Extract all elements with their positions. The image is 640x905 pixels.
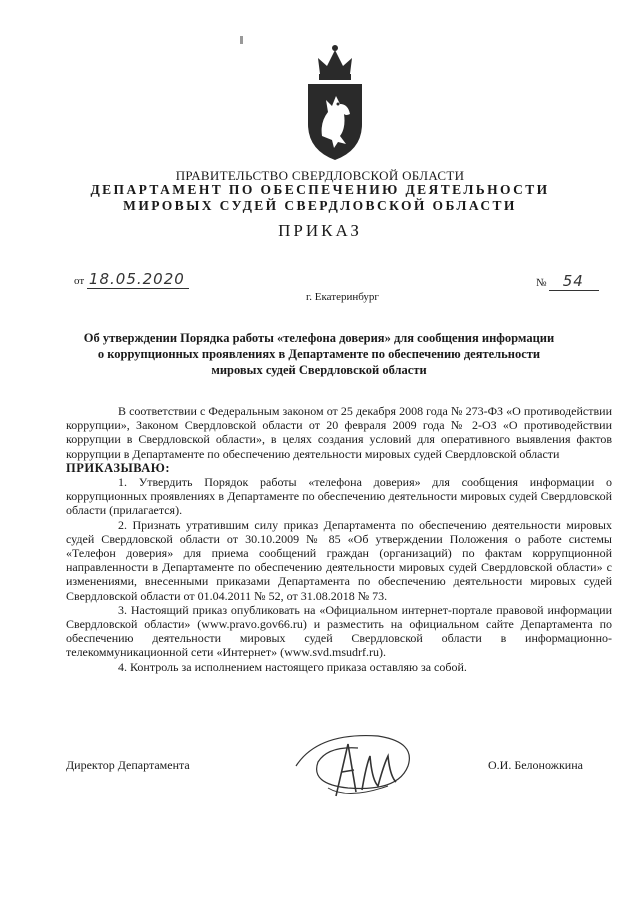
document-body — [66, 404, 612, 674]
number-handwritten: 54 — [562, 272, 584, 290]
order-item-3: 3. Настоящий приказ опубликовать на «Официальном интернет-портале правовой информации Свердловской области» (www.pravo.gov66.ru) и разместить на официальном сайте Департамента по обеспечению деятельности мировых судей Свердловской области в информационно-телекоммуникационной сети «Интернет» (www.svd.msudrf.ru). — [66, 602, 612, 660]
handwritten-signature — [288, 726, 422, 810]
document-number — [536, 272, 599, 291]
order-item-1: 1. Утвердить Порядок работы «телефона доверия» для сообщения информации о коррупционных проявлениях в Департаменте по обеспечению деятельности мировых судей Свердловской области (прилагается). — [66, 475, 612, 518]
title-line2: о коррупционных проявлениях в Департаменте по обеспечению деятельности — [97, 347, 541, 361]
document-city: г. Екатеринбург — [306, 291, 379, 303]
title-line3: мировых судей Свердловской области — [211, 363, 427, 377]
order-word: ПРИКАЗЫВАЮ: — [66, 460, 171, 475]
document-type: ПРИКАЗ — [278, 221, 362, 240]
coat-of-arms-emblem — [300, 44, 370, 162]
order-item-2: 2. Признать утратившим силу приказ Департамента по обеспечению деятельности мировых судей Свердловской области от 30.10.2009 № 85 «Об утверждении Положения о работе системы «Телефон доверия» для приема сообщений граждан (организаций) по фактам коррупционной направленности в Департаменте по обеспечению деятельности мировых судей Свердловской области» с изменениями, внесенными приказами Департамента по обеспечению деятельности мировых судей Свердловской области от 01.04.2011 № 52, от 31.08.2018 № 73. — [66, 517, 612, 603]
date-prefix: от — [74, 275, 85, 287]
number-prefix: № — [536, 277, 547, 289]
date-handwritten: 18.05.2020 — [88, 270, 185, 288]
scan-speck — [240, 36, 243, 44]
document-title — [80, 330, 558, 378]
department-name-line2: МИРОВЫХ СУДЕЙ СВЕРДЛОВСКОЙ ОБЛАСТИ — [123, 198, 517, 213]
document-date — [74, 270, 189, 289]
preamble-paragraph: В соответствии с Федеральным законом от 25 декабря 2008 года № 273-ФЗ «О противодействии коррупции», Законом Свердловской области от 20 февраля 2009 года № 2-ОЗ «О противодействии коррупции в Свердловской области», в целях создания условий для оперативного выявления фактов коррупции в Департаменте по обеспечению деятельности мировых судей Свердловской области — [66, 404, 612, 461]
order-item-4: 4. Контроль за исполнением настоящего приказа оставляю за собой. — [118, 659, 467, 674]
director-position: Директор Департамента — [66, 758, 190, 772]
department-name-line1: ДЕПАРТАМЕНТ ПО ОБЕСПЕЧЕНИЮ ДЕЯТЕЛЬНОСТИ — [90, 182, 550, 197]
signer-name: О.И. Белоножкина — [488, 758, 583, 772]
title-line1: Об утверждении Порядка работы «телефона доверия» для сообщения информации — [83, 331, 555, 345]
government-name: ПРАВИТЕЛЬСТВО СВЕРДЛОВСКОЙ ОБЛАСТИ — [175, 168, 465, 183]
number-field — [549, 272, 599, 291]
date-field — [87, 270, 189, 289]
department-name — [0, 182, 640, 214]
